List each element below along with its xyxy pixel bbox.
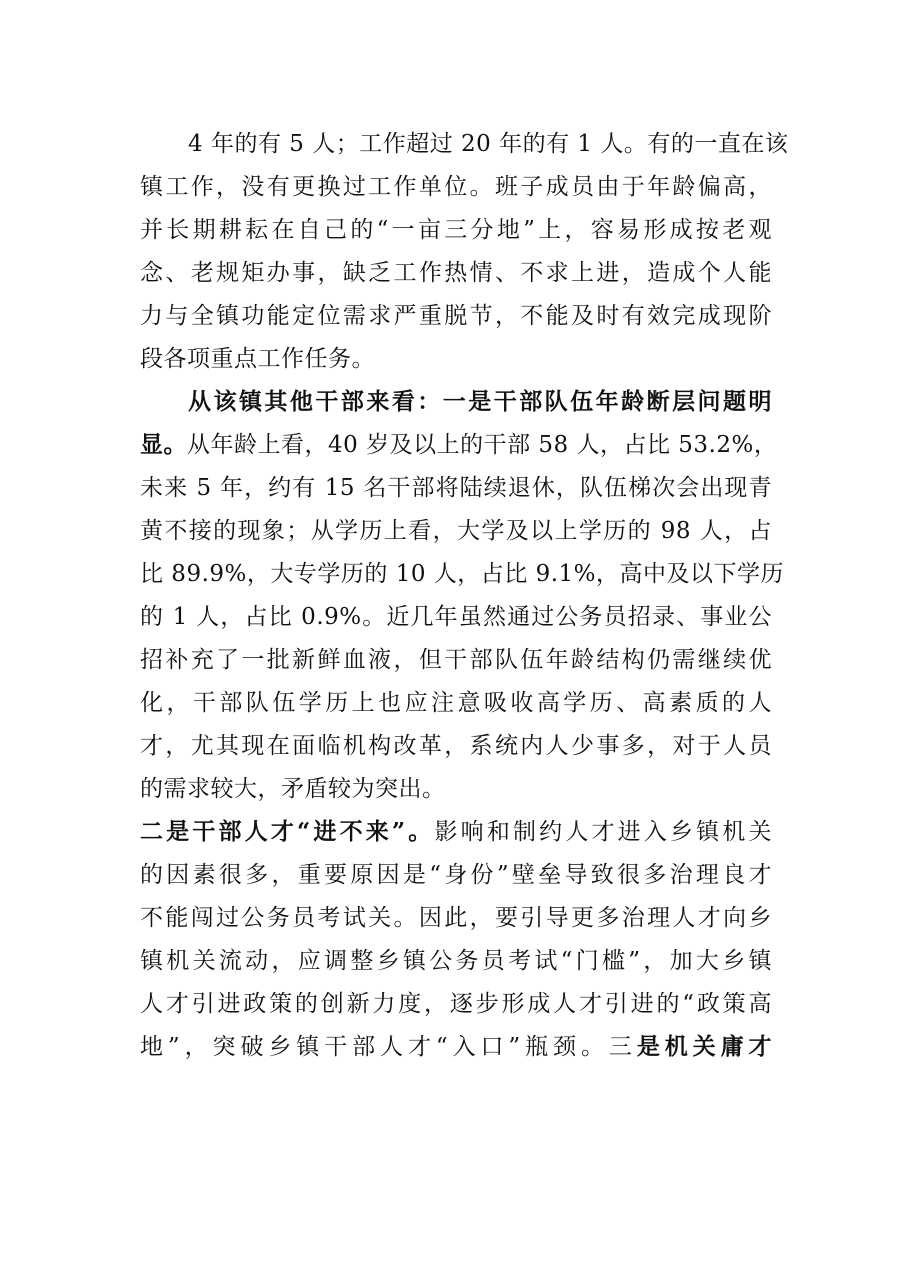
text-line: 力与全镇功能定位需求严重脱节，不能及时有效完成现阶 [140,303,772,329]
paragraph-text: 地”，突破乡镇干部人才“入口”瓶颈。三 [140,1034,637,1060]
text-line: 招补充了一批新鲜血液，但干部队伍年龄结构仍需继续优 [140,647,772,673]
text-line: 比 89.9%，大专学历的 10 人，占比 9.1%，高中及以下学历 [140,561,785,587]
text-line: 未来 5 年，约有 15 名干部将陆续退休，队伍梯次会出现青 [140,475,772,501]
text-line: 人才引进政策的创新力度，逐步形成人才引进的“政策高 [140,991,772,1017]
text-line [140,126,789,162]
text-line [140,1029,772,1065]
text-line: 的需求较大，矛盾较为突出。 [140,776,446,802]
text-line: 并长期耕耘在自己的“一亩三分地”上，容易形成按老观 [140,217,772,243]
text-line: 的 1 人，占比 0.9%。近几年虽然通过公务员招录、事业公 [140,604,772,630]
text-line: 镇工作，没有更换过工作单位。班子成员由于年龄偏高， [140,174,772,200]
section-heading: 从该镇其他干部来看：一是干部队伍年龄断层问题明 [188,388,772,415]
text-line: 黄不接的现象；从学历上看，大学及以上学历的 98 人，占 [140,518,772,544]
section-heading: 二是干部人才“进不来”。 [140,818,435,845]
text-line: 的因素很多，重要原因是“身份”壁垒导致很多治理良才 [140,862,772,888]
text-line: 化，干部队伍学历上也应注意吸收高学历、高素质的人 [140,690,772,716]
paragraph-text: 从年龄上看，40 岁及以上的干部 58 人，占比 53.2%， [187,432,778,458]
paragraph-text: 影响和制约人才进入乡镇机关 [434,819,772,845]
text-line: 念、老规矩办事，缺乏工作热情、不求上进，造成个人能 [140,260,772,286]
text-line [140,814,772,850]
text-line: 镇机关流动，应调整乡镇公务员考试“门槛”，加大乡镇 [140,948,772,974]
section-heading: 是机关庸才 [636,1033,773,1060]
text-line [140,427,778,463]
text-line: 才，尤其现在面临机构改革，系统内人少事多，对于人员 [140,733,772,759]
heading-tail: 显。 [140,431,187,458]
text-line: 不能闯过公务员考试关。因此，要引导更多治理人才向乡 [140,905,772,931]
paragraph-text: 4 年的有 5 人；工作超过 20 年的有 1 人。有的一直在该 [188,131,789,157]
text-line: 段各项重点工作任务。 [140,346,375,372]
